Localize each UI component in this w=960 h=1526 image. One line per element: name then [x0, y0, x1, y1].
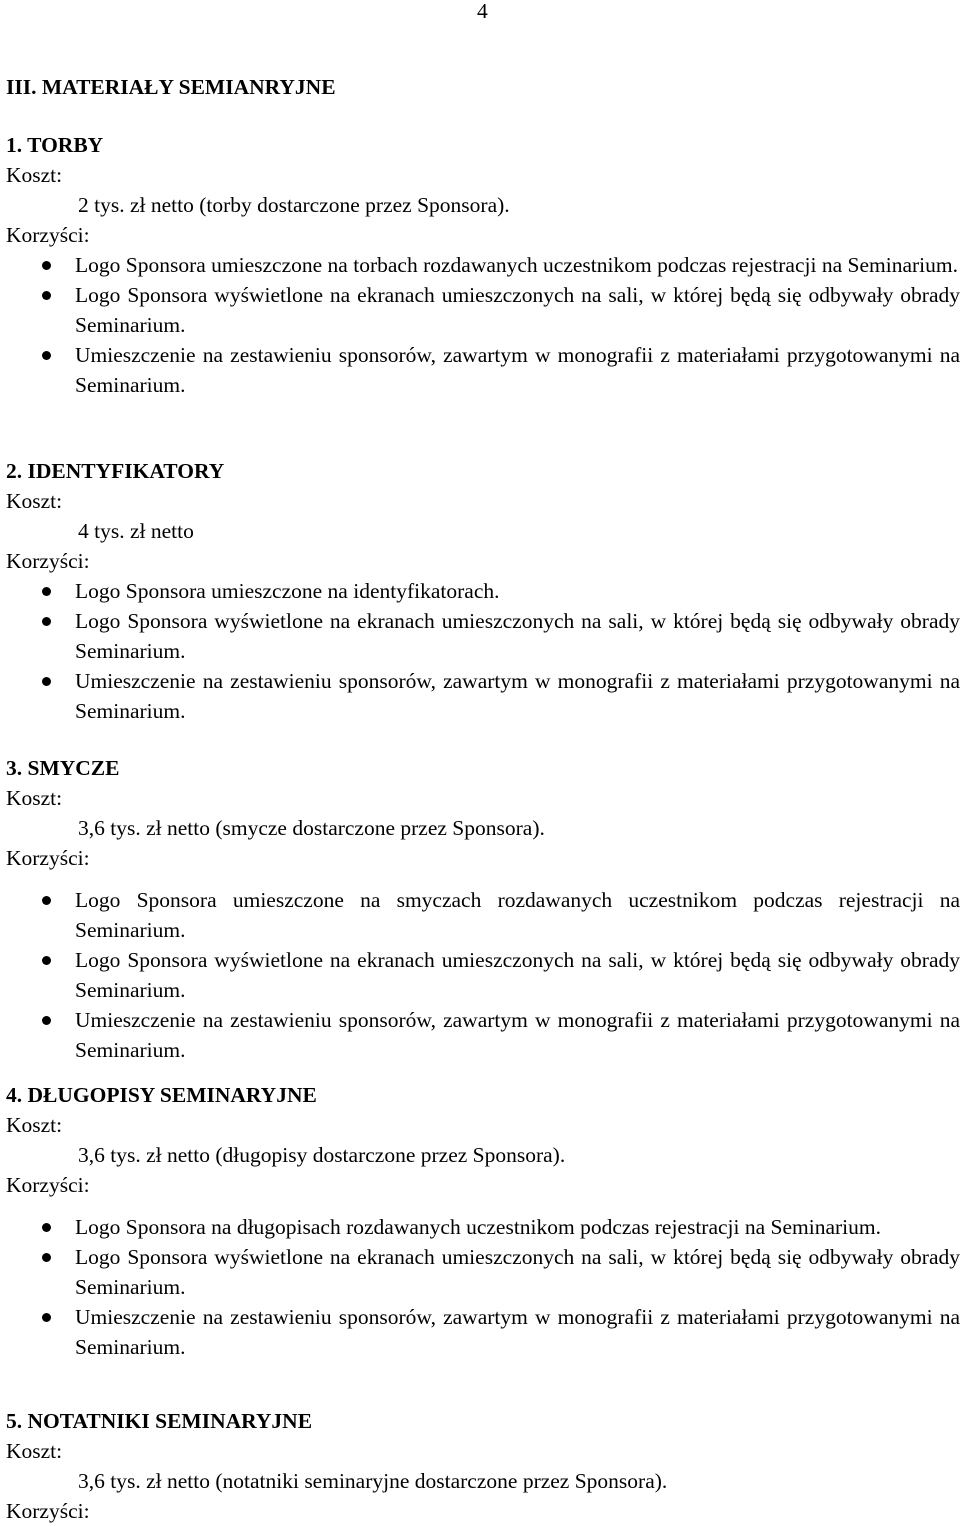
benefits-label: Korzyści:	[6, 1499, 90, 1523]
bullet-icon	[42, 261, 51, 270]
section-title: 1. TORBY	[6, 133, 104, 157]
section-torby	[6, 130, 960, 400]
section-title: 4. DŁUGOPISY SEMINARYJNE	[6, 1083, 317, 1107]
benefit-text: Logo Sponsora wyświetlone na ekranach umieszczonych na sali, w której będą się odbywały obrady Seminarium.	[75, 1245, 960, 1299]
chapter-title: III. MATERIAŁY SEMIANRYJNE	[6, 75, 336, 99]
cost-label: Koszt:	[6, 489, 63, 513]
benefits-list	[6, 576, 960, 726]
benefit-item	[6, 1212, 960, 1242]
cost-label: Koszt:	[6, 1439, 63, 1463]
benefit-item	[6, 340, 960, 400]
benefit-text: Logo Sponsora wyświetlone na ekranach umieszczonych na sali, w której będą się odbywały obrady Seminarium.	[75, 609, 960, 663]
section-smycze	[6, 753, 960, 1065]
benefit-item	[6, 666, 960, 726]
page-number: 4	[477, 0, 488, 23]
benefit-text: Logo Sponsora wyświetlone na ekranach umieszczonych na sali, w której będą się odbywały obrady Seminarium.	[75, 948, 960, 1002]
benefit-text: Logo Sponsora umieszczone na torbach rozdawanych uczestnikom podczas rejestracji na Seminarium.	[75, 253, 958, 277]
cost-value: 3,6 tys. zł netto (notatniki seminaryjne dostarczone przez Sponsora).	[78, 1469, 668, 1493]
section-identyfikatory	[6, 456, 960, 726]
cost-value: 3,6 tys. zł netto (smycze dostarczone przez Sponsora).	[78, 816, 545, 840]
bullet-icon	[42, 896, 51, 905]
benefits-label: Korzyści:	[6, 846, 90, 870]
bullet-icon	[42, 617, 51, 626]
benefit-item	[6, 576, 960, 606]
benefits-label: Korzyści:	[6, 223, 90, 247]
benefits-list	[6, 885, 960, 1065]
benefit-item	[6, 1005, 960, 1065]
section-dlugopisy	[6, 1080, 960, 1362]
section-title: 2. IDENTYFIKATORY	[6, 459, 225, 483]
benefit-text: Logo Sponsora umieszczone na identyfikatorach.	[75, 579, 500, 603]
cost-label: Koszt:	[6, 1113, 63, 1137]
benefit-text: Logo Sponsora wyświetlone na ekranach umieszczonych na sali, w której będą się odbywały obrady Seminarium.	[75, 283, 960, 337]
benefit-item	[6, 606, 960, 666]
benefits-label: Korzyści:	[6, 1173, 90, 1197]
benefits-list	[6, 1212, 960, 1362]
benefit-item	[6, 250, 960, 280]
benefit-text: Umieszczenie na zestawieniu sponsorów, zawartym w monografii z materiałami przygotowanymi na Seminarium.	[75, 343, 960, 397]
cost-label: Koszt:	[6, 786, 63, 810]
cost-value: 3,6 tys. zł netto (długopisy dostarczone przez Sponsora).	[78, 1143, 566, 1167]
benefits-label: Korzyści:	[6, 549, 90, 573]
bullet-icon	[42, 1313, 51, 1322]
benefit-text: Umieszczenie na zestawieniu sponsorów, zawartym w monografii z materiałami przygotowanymi na Seminarium.	[75, 669, 960, 723]
section-title: 5. NOTATNIKI SEMINARYJNE	[6, 1409, 313, 1433]
bullet-icon	[42, 956, 51, 965]
benefit-item	[6, 885, 960, 945]
cost-label: Koszt:	[6, 163, 63, 187]
benefit-text: Umieszczenie na zestawieniu sponsorów, zawartym w monografii z materiałami przygotowanymi na Seminarium.	[75, 1305, 960, 1359]
bullet-icon	[42, 677, 51, 686]
bullet-icon	[42, 587, 51, 596]
benefit-text: Umieszczenie na zestawieniu sponsorów, zawartym w monografii z materiałami przygotowanymi na Seminarium.	[75, 1008, 960, 1062]
benefit-item	[6, 1302, 960, 1362]
cost-value: 2 tys. zł netto (torby dostarczone przez Sponsora).	[78, 193, 510, 217]
bullet-icon	[42, 1253, 51, 1262]
bullet-icon	[42, 291, 51, 300]
section-notatniki	[6, 1406, 960, 1526]
benefit-item	[6, 280, 960, 340]
bullet-icon	[42, 351, 51, 360]
benefit-item	[6, 945, 960, 1005]
bullet-icon	[42, 1223, 51, 1232]
bullet-icon	[42, 1016, 51, 1025]
cost-value: 4 tys. zł netto	[78, 519, 194, 543]
benefit-text: Logo Sponsora na długopisach rozdawanych uczestnikom podczas rejestracji na Seminarium.	[75, 1215, 882, 1239]
benefit-text: Logo Sponsora umieszczone na smyczach rozdawanych uczestnikom podczas rejestracji na Seminarium.	[75, 888, 960, 942]
benefits-list	[6, 250, 960, 400]
benefit-item	[6, 1242, 960, 1302]
section-title: 3. SMYCZE	[6, 756, 120, 780]
